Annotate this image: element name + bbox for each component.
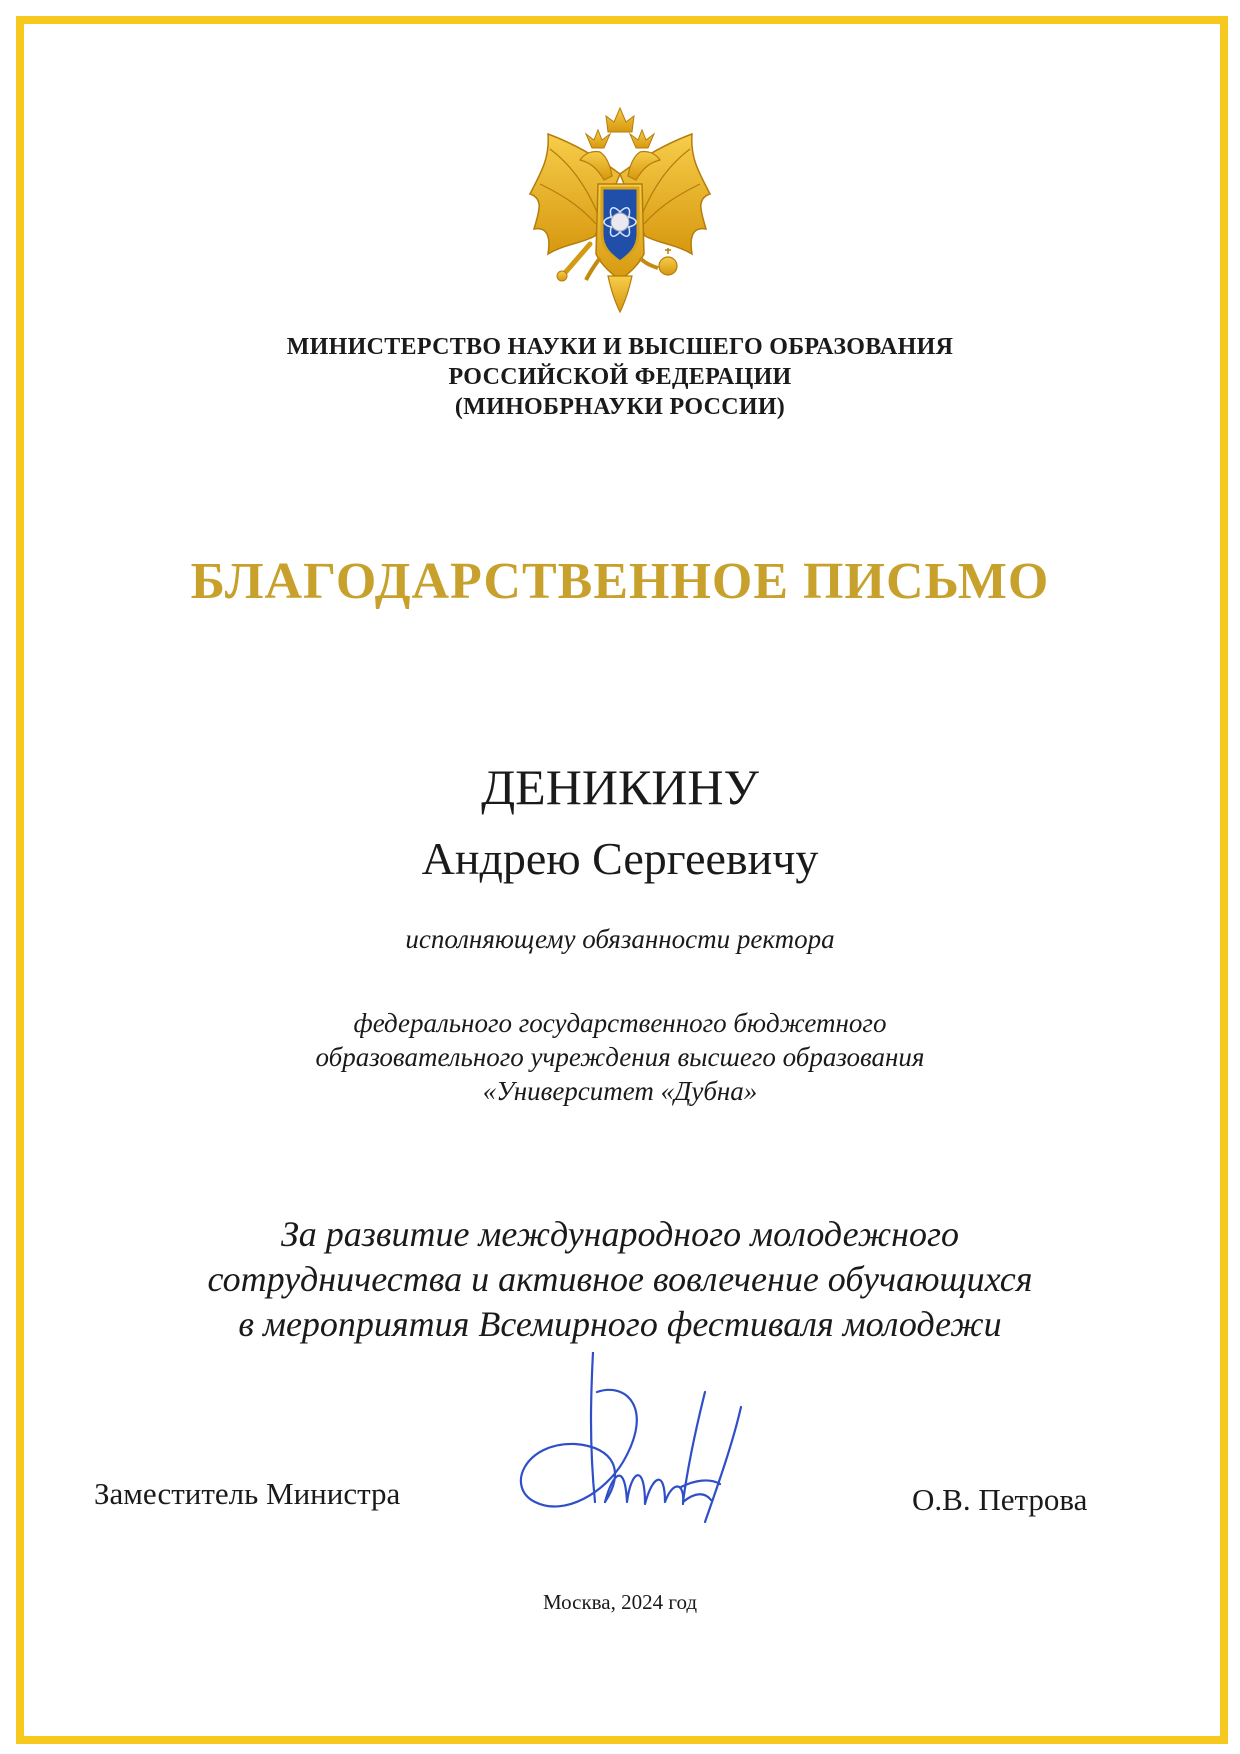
ministry-line-3: (МИНОБРНАУКИ РОССИИ) <box>454 394 786 420</box>
recipient-organization <box>0 1006 1240 1108</box>
place-and-date: Москва, 2024 год <box>542 1590 698 1614</box>
recipient-position: исполняющему обязанности ректора <box>405 924 835 954</box>
recipient-surname: ДЕНИКИНУ <box>481 759 759 815</box>
reason-line-2: сотрудничества и активное вовлечение обучающихся <box>207 1259 1033 1299</box>
signer-title: Заместитель Министра <box>94 1476 401 1511</box>
document-title: БЛАГОДАРСТВЕННОЕ ПИСЬМО <box>190 553 1050 610</box>
ministry-line-1: МИНИСТЕРСТВО НАУКИ И ВЫСШЕГО ОБРАЗОВАНИЯ <box>286 334 954 360</box>
ministry-header <box>0 332 1240 422</box>
recipient-given-names: Андрею Сергеевичу <box>421 833 819 884</box>
double-headed-eagle-emblem-icon <box>520 104 720 316</box>
handwritten-signature-icon <box>505 1352 780 1552</box>
reason-line-1: За развитие международного молодежного <box>280 1214 960 1254</box>
signer-name: О.В. Петрова <box>912 1482 1088 1517</box>
award-reason <box>0 1212 1240 1347</box>
ministry-line-2: РОССИЙСКОЙ ФЕДЕРАЦИИ <box>448 364 792 390</box>
reason-line-3: в мероприятия Всемирного фестиваля молодежи <box>238 1304 1002 1344</box>
organization-line-2: образовательного учреждения высшего образования <box>315 1042 925 1072</box>
organization-line-1: федерального государственного бюджетного <box>353 1008 887 1038</box>
organization-line-3: «Университет «Дубна» <box>482 1076 758 1106</box>
